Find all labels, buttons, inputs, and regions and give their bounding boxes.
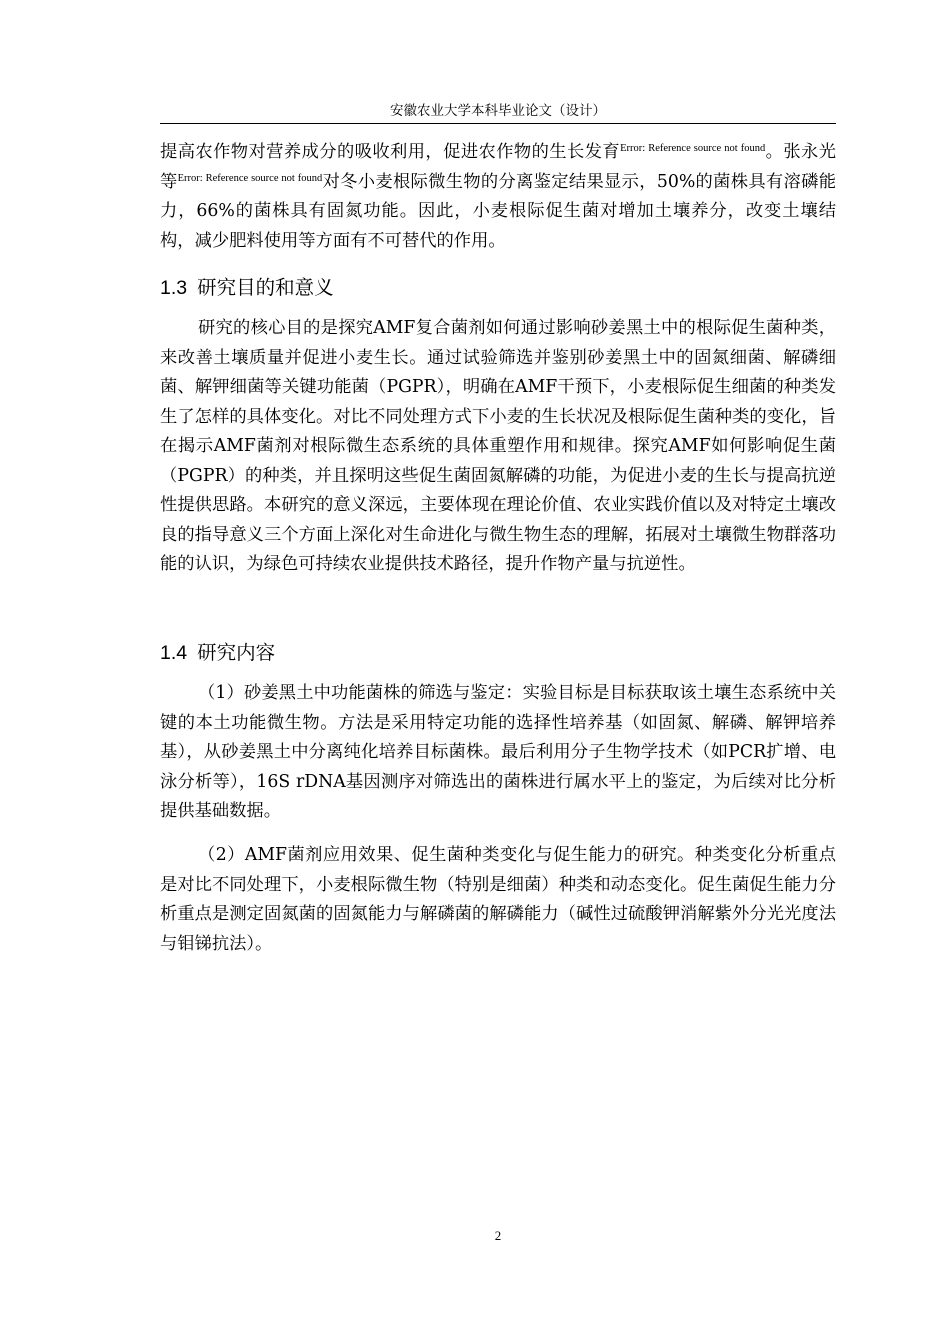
- section-1-3-paragraph: 研究的核心目的是探究AMF复合菌剂如何通过影响砂姜黑土中的根际促生菌种类，来改善土壤质量并促进小麦生长。通过试验筛选并鉴别砂姜黑土中的固氮细菌、解磷细菌、解钾细菌等关键功能菌（PGPR），明确在AMF干预下，小麦根际促生细菌的种类发生了怎样的具体变化。对比不同处理方式下小麦的生长状况及根际促生菌种类的变化，旨在揭示AMF菌剂对根际微生态系统的具体重塑作用和规律。探究AMF如何影响促生菌（PGPR）的种类，并且探明这些促生菌固氮解磷的功能，为促进小麦的生长与提高抗逆性提供思路。本研究的意义深远，主要体现在理论价值、农业实践价值以及对特定土壤改良的指导意义三个方面上深化对生命进化与微生物生态的理解，拓展对土壤微生物群落功能的认识，为绿色可持续农业提供技术路径，提升作物产量与抗逆性。: [160, 318, 836, 574]
- section-1-3-title: 研究目的和意义: [197, 276, 334, 299]
- research-item-2: （2）AMF菌剂应用效果、促生菌种类变化与促生能力的研究。种类变化分析重点是对比不同处理下，小麦根际微生物（特别是细菌）种类和动态变化。促生菌促生能力分析重点是测定固氮菌的固氮能力与解磷菌的解磷能力（碱性过硫酸钾消解紫外分光光度法与钼锑抗法）。: [160, 845, 836, 954]
- page-number: 2: [494, 1228, 502, 1243]
- section-1-4-heading: [160, 639, 275, 667]
- reference-error-2: Error: Reference source not found: [177, 172, 323, 184]
- page-header-title: 安徽农业大学本科毕业论文（设计）: [390, 103, 606, 119]
- header-divider: [160, 123, 836, 124]
- intro-text-3: 对冬小麦根际微生物的分离鉴定结果显示，50%的菌株具有溶磷能力，66%的菌株具有固氮功能。因此，小麦根际促生菌对增加土壤养分，改变土壤结构，减少肥料使用等方面有不可替代的作用。: [160, 171, 836, 251]
- section-1-4-title: 研究内容: [197, 641, 276, 664]
- section-1-3-heading: [160, 274, 334, 302]
- section-1-4-number: 1.4: [160, 642, 188, 664]
- section-1-3-number: 1.3: [160, 277, 188, 299]
- reference-error-1: Error: Reference source not found: [620, 143, 766, 154]
- intro-paragraph: [160, 138, 836, 256]
- intro-text-2: 。张永光等: [160, 142, 836, 192]
- research-item-1: （1）砂姜黑土中功能菌株的筛选与鉴定：实验目标是目标获取该土壤生态系统中关键的本土功能微生物。方法是采用特定功能的选择性培养基（如固氮、解磷、解钾培养基），从砂姜黑土中分离纯化培养目标菌株。最后利用分子生物学技术（如PCR扩增、电泳分析等），16S rDNA基因测序对筛选出的菌株进行属水平上的鉴定，为后续对比分析提供基础数据。: [160, 683, 836, 821]
- intro-text-1: 提高农作物对营养成分的吸收利用，促进农作物的生长发育: [160, 142, 621, 162]
